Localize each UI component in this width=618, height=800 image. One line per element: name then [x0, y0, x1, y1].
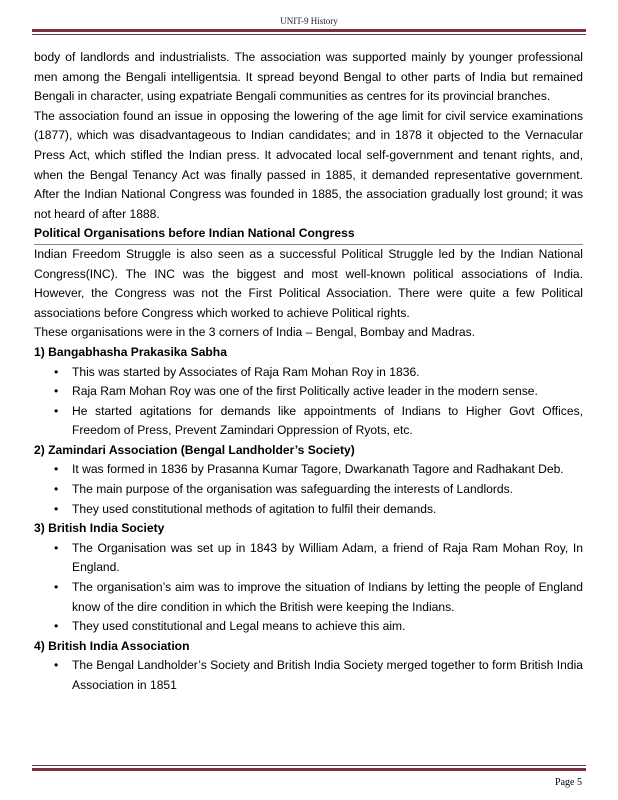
subsection-heading: 2) Zamindari Association (Bengal Landholder’s Society): [34, 442, 355, 457]
list-item: • Raja Ram Mohan Roy was one of the first Politically active leader in the modern sense.: [72, 382, 583, 402]
bullet-list: [34, 539, 583, 637]
list-item: • They used constitutional and Legal means to achieve this aim.: [72, 617, 583, 637]
footer-rule-thick: [32, 768, 586, 771]
list-item: • He started agitations for demands like appointments of Indians to Higher Govt Offices, Freedom of Press, Prevent Zamindari Oppression of Ryots, etc.: [72, 402, 583, 441]
page-body: [34, 48, 583, 696]
footer-rule-thin: [32, 765, 586, 766]
header-rule-thick: [32, 29, 586, 32]
subsection-heading: 1) Bangabhasha Prakasika Sabha: [34, 344, 227, 359]
page-header: UNIT-9 History: [280, 16, 338, 26]
list-item: • They used constitutional methods of agitation to fulfil their demands.: [72, 500, 583, 520]
bullet-list: [34, 363, 583, 441]
bullet-list: [34, 656, 583, 695]
paragraph: body of landlords and industrialists. The association was supported mainly by younger professional men among the Bengali intelligentsia. It spread beyond Bengal to other parts of India but remained Bengali in character, using expatriate Bengali communities as centres for its provincial branches.: [34, 50, 583, 104]
list-item: • The Bengal Landholder’s Society and British India Society merged together to form British India Association in 1851: [72, 656, 583, 695]
page-number: Page 5: [555, 777, 582, 788]
list-item: • This was started by Associates of Raja Ram Mohan Roy in 1836.: [72, 363, 583, 383]
list-item: • It was formed in 1836 by Prasanna Kumar Tagore, Dwarkanath Tagore and Radhakant Deb.: [72, 460, 583, 480]
subsection-heading: 3) British India Society: [34, 521, 165, 536]
list-item: • The main purpose of the organisation was safeguarding the interests of Landlords.: [72, 480, 583, 500]
paragraph: The association found an issue in opposing the lowering of the age limit for civil service examinations (1877), which was disadvantageous to Indian candidates; and in 1878 it objected to the Vernacular Press Act, which stifled the Indian press. It advocated local self-government and tenant rights, and, when the Bengal Tenancy Act was finally passed in 1885, it demanded representative government. After the Indian National Congress was founded in 1885, the association gradually lost ground; it was not heard of after 1888.: [34, 108, 583, 221]
bullet-list: [34, 460, 583, 519]
subsection-heading: 4) British India Association: [34, 638, 190, 653]
paragraph: Indian Freedom Struggle is also seen as a successful Political Struggle led by the Indian National Congress(INC). The INC was the biggest and most well-known political associations of India. However, the Congress was not the First Political Association. There were quite a few Political associations before Congress which worked to achieve Political rights.: [34, 246, 583, 320]
section-heading: Political Organisations before Indian National Congress: [34, 224, 583, 245]
list-item: • The Organisation was set up in 1843 by William Adam, a friend of Raja Ram Mohan Roy, In England.: [72, 539, 583, 578]
paragraph: These organisations were in the 3 corners of India – Bengal, Bombay and Madras.: [34, 325, 476, 340]
list-item: • The organisation’s aim was to improve the situation of Indians by letting the people of England know of the dire condition in which the British were keeping the Indians.: [72, 578, 583, 617]
header-rule-thin: [32, 34, 586, 35]
